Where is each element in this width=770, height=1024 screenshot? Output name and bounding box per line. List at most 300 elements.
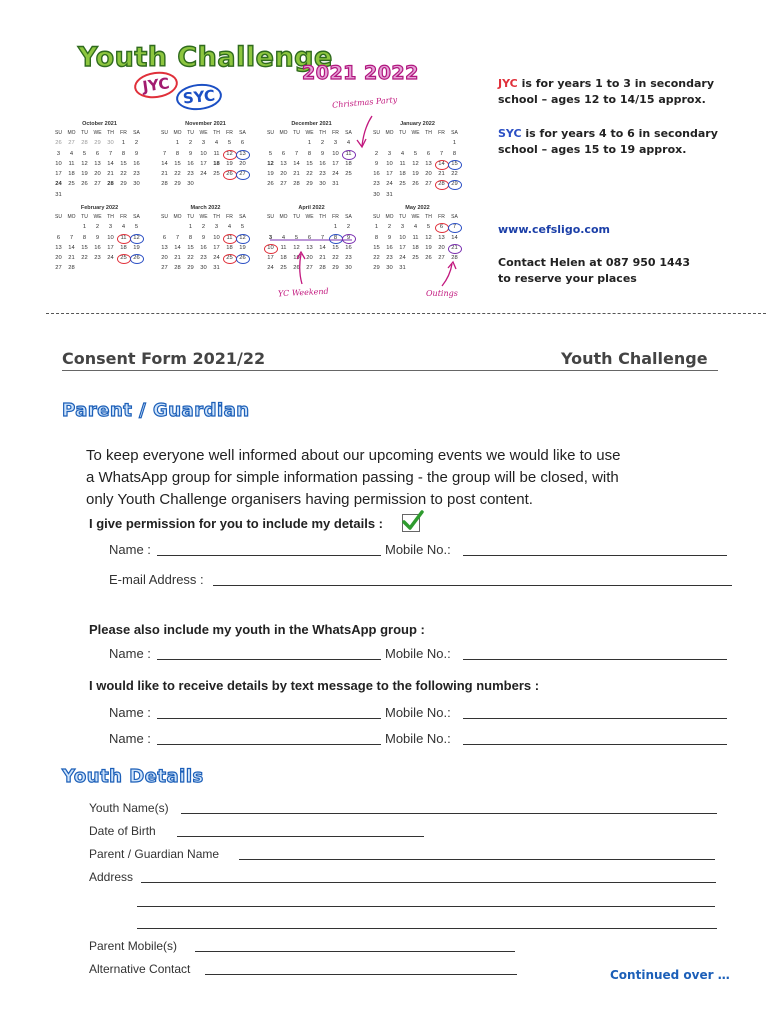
calendar-day: 13 [55, 244, 62, 251]
calendar-day: 10 [107, 234, 114, 241]
calendar-day: 11 [399, 160, 406, 167]
intro-line: a WhatsApp group for simple information passing - the group will be closed, with [86, 469, 619, 486]
calendar-day: 27 [55, 265, 62, 272]
calendar-day: 30 [187, 181, 194, 188]
calendar-day: 7 [320, 234, 325, 241]
calendar-day: 29 [332, 265, 339, 272]
calendar-day: 20 [94, 171, 101, 178]
calendar-day: 1 [188, 224, 193, 231]
calendar-day: 20 [55, 255, 62, 262]
calendar-day: 3 [268, 234, 273, 241]
calendar-day: 17 [267, 255, 274, 262]
form-title-right: Youth Challenge [561, 349, 708, 368]
calendar-day: 16 [319, 160, 326, 167]
calendar-day: 7 [448, 222, 461, 232]
month-title: November 2021 [185, 121, 226, 127]
intro-line: only Youth Challenge organisers having permission to post content. [86, 491, 533, 508]
calendar-day: 24 [399, 255, 406, 262]
calendar-day: 3 [333, 140, 338, 147]
weekday-header: WE [305, 130, 314, 136]
weekday-header: TH [319, 130, 326, 136]
calendar-day: 15 [332, 244, 339, 251]
weekday-header: SA [451, 130, 458, 136]
youth-mobile-field[interactable] [463, 659, 727, 660]
calendar-day: 1 [175, 140, 180, 147]
month-calendar [370, 204, 465, 274]
weekday-header: WE [93, 130, 102, 136]
calendar-day: 10 [264, 243, 277, 253]
yc-weekend-note: YC Weekend [277, 286, 329, 299]
calendar-day: 22 [81, 255, 88, 262]
weekday-header: WE [411, 130, 420, 136]
calendar-day: 25 [117, 253, 130, 263]
calendar-day: 11 [68, 160, 75, 167]
calendar-day: 25 [280, 265, 287, 272]
youth-details-heading: Youth Details [62, 766, 204, 787]
calendar-day: 26 [412, 181, 419, 188]
calendar-day [277, 222, 290, 232]
calendar-day [290, 138, 303, 148]
calendar-day: 10 [200, 150, 207, 157]
calendar-day: 28 [435, 179, 448, 189]
mobile-field[interactable] [463, 555, 727, 556]
checkmark-icon [400, 509, 424, 533]
calendar-day: 28 [319, 265, 326, 272]
calendar-day: 31 [399, 265, 406, 272]
calendar-day: 5 [227, 140, 232, 147]
calendar-day: 7 [108, 150, 113, 157]
mobile-label: Mobile No.: [385, 646, 451, 661]
text-name-mobile-row-1 [109, 705, 729, 723]
calendar-day: 21 [293, 171, 300, 178]
email-field[interactable] [213, 585, 732, 586]
weekday-header: FR [226, 214, 233, 220]
calendar-day: 10 [386, 160, 393, 167]
address-label: Address [89, 870, 134, 884]
calendar-day: 14 [319, 244, 326, 251]
calendar-day: 25 [223, 253, 236, 263]
youth-names-label: Youth Name(s) [89, 801, 169, 815]
calendar-day [290, 222, 303, 232]
logo-syc-badge: SYC [175, 82, 223, 113]
calendar-day: 5 [426, 224, 431, 231]
calendar-day: 3 [108, 224, 113, 231]
weekday-header: FR [120, 130, 127, 136]
calendar-day: 29 [94, 140, 101, 147]
calendar-day: 29 [187, 265, 194, 272]
calendar-day: 28 [107, 181, 114, 188]
calendar-day: 26 [236, 253, 249, 263]
calendar-day: 1 [374, 224, 379, 231]
text-name-field-2[interactable] [157, 744, 381, 745]
calendar-day: 7 [294, 150, 299, 157]
calendar-day [435, 138, 448, 148]
calendar-day: 27 [280, 181, 287, 188]
calendar-day: 11 [280, 244, 287, 251]
calendar-day [52, 222, 65, 232]
calendar-day: 18 [280, 255, 287, 262]
calendar-day: 23 [373, 181, 380, 188]
calendar-day: 30 [133, 181, 140, 188]
logo-years: 2021 2022 [302, 62, 419, 84]
calendar-day: 16 [94, 244, 101, 251]
month-title: December 2021 [291, 121, 332, 127]
weekday-header: SU [55, 214, 62, 220]
continued-over-note: Continued over … [610, 968, 730, 982]
calendar-day [383, 138, 396, 148]
calendar-day: 23 [94, 255, 101, 262]
calendar-day: 1 [82, 224, 87, 231]
calendar-day: 11 [342, 149, 355, 159]
calendar-day: 21 [319, 255, 326, 262]
outings-note: Outings [426, 289, 458, 298]
month-title: February 2022 [80, 205, 119, 211]
calendar-day: 28 [174, 265, 181, 272]
parent-mobile-field[interactable] [195, 951, 515, 952]
calendar-day: 31 [55, 191, 62, 198]
calendar-day: 16 [133, 160, 140, 167]
youth-name-mobile-row [109, 646, 729, 664]
calendar-day: 30 [107, 140, 114, 147]
calendar-day: 1 [452, 140, 457, 147]
weekday-header: MO [67, 214, 76, 220]
calendar-day: 26 [223, 169, 236, 179]
calendar-day: 12 [412, 160, 419, 167]
calendar-day: 17 [55, 171, 62, 178]
calendar-day: 30 [200, 265, 207, 272]
calendar-day [370, 138, 383, 148]
weekday-header: TU [187, 214, 194, 220]
calendar-day: 29 [448, 179, 461, 189]
calendar-day: 21 [174, 255, 181, 262]
weekday-header: SA [345, 130, 352, 136]
calendar-day: 24 [386, 181, 393, 188]
calendar-day: 3 [400, 224, 405, 231]
calendar-day: 22 [306, 171, 313, 178]
month-title: May 2022 [405, 205, 430, 211]
christmas-party-note: Christmas Party [331, 95, 398, 110]
syc-tag: SYC [498, 127, 522, 140]
mobile-label: Mobile No.: [385, 731, 451, 746]
name-label: Name : [109, 542, 151, 557]
calendar-day: 25 [213, 171, 220, 178]
parent-name-row [89, 847, 717, 863]
weekday-header: SA [239, 214, 246, 220]
calendar-day: 24 [107, 255, 114, 262]
calendar-day: 1 [307, 140, 312, 147]
calendar-day: 18 [213, 160, 220, 167]
calendar-day: 19 [133, 244, 140, 251]
email-row [109, 572, 734, 590]
alt-contact-field[interactable] [205, 974, 517, 975]
calendar-day: 27 [68, 140, 75, 147]
calendar-day: 19 [226, 160, 233, 167]
calendar-day: 7 [175, 234, 180, 241]
calendar-day: 14 [174, 244, 181, 251]
month-calendar [264, 120, 359, 190]
parent-guardian-name-label: Parent / Guardian Name [89, 847, 220, 861]
dob-field[interactable] [177, 836, 424, 837]
calendar-day: 19 [293, 255, 300, 262]
calendar-day: 6 [281, 150, 286, 157]
calendar-day: 16 [345, 244, 352, 251]
parent-name-mobile-row [109, 542, 729, 560]
calendar-day: 8 [82, 234, 87, 241]
weekday-header: TU [187, 130, 194, 136]
calendar-day [171, 222, 184, 232]
intro-line: To keep everyone well informed about our upcoming events we would like to use [86, 447, 621, 464]
calendar-day: 15 [373, 244, 380, 251]
month-calendar [264, 204, 359, 274]
text-mobile-field-1[interactable] [463, 718, 727, 719]
calendar-day: 13 [425, 160, 432, 167]
month-calendar [158, 120, 253, 190]
calendar-day: 4 [400, 150, 405, 157]
calendar-day: 8 [374, 234, 379, 241]
calendar-day: 18 [226, 244, 233, 251]
calendar-day [158, 138, 171, 148]
calendar-day: 12 [267, 160, 274, 167]
calendar-day: 14 [107, 160, 114, 167]
calendar-day [277, 138, 290, 148]
calendar-day: 29 [306, 181, 313, 188]
calendar-day: 25 [399, 181, 406, 188]
calendar-day: 25 [345, 171, 352, 178]
calendar-day: 14 [68, 244, 75, 251]
calendar-day: 9 [342, 233, 355, 243]
calendar-day [264, 222, 277, 232]
text-mobile-field-2[interactable] [463, 744, 727, 745]
intro-paragraph [86, 445, 686, 511]
month-title: October 2021 [82, 121, 117, 127]
calendar-day: 2 [134, 140, 139, 147]
calendar-day: 29 [174, 181, 181, 188]
month-calendar [158, 204, 253, 274]
calendar-day: 8 [452, 150, 457, 157]
text-message-label: I would like to receive details by text message to the following numbers : [89, 678, 540, 693]
calendar-day: 10 [55, 160, 62, 167]
month-calendar [52, 204, 147, 274]
email-label: E-mail Address : [109, 572, 204, 587]
calendar-day: 6 [162, 234, 167, 241]
calendar-day: 20 [306, 255, 313, 262]
title-rule [62, 370, 718, 371]
calendar-day [303, 222, 316, 232]
calendar-day: 8 [121, 150, 126, 157]
calendar-day: 27 [306, 265, 313, 272]
parent-guardian-name-field[interactable] [239, 859, 715, 860]
calendar-day: 8 [188, 234, 193, 241]
calendar-day: 28 [81, 140, 88, 147]
weekday-header: SU [373, 130, 380, 136]
calendar-day: 17 [399, 244, 406, 251]
weekday-header: SA [133, 130, 140, 136]
text-name-mobile-row-2 [109, 731, 729, 749]
weekday-header: SU [161, 214, 168, 220]
calendar-day: 15 [187, 244, 194, 251]
weekday-header: MO [173, 130, 182, 136]
calendar-day: 28 [451, 255, 458, 262]
calendar-day: 19 [425, 244, 432, 251]
calendar-day: 12 [236, 233, 249, 243]
calendar-day: 20 [425, 171, 432, 178]
calendar-day: 5 [268, 150, 273, 157]
weekday-header: SA [451, 214, 458, 220]
weekday-header: SU [267, 130, 274, 136]
calendar-day: 13 [161, 244, 168, 251]
form-title: Consent Form 2021/22 [62, 349, 266, 368]
calendar-day: 15 [81, 244, 88, 251]
calendar-day: 11 [412, 234, 419, 241]
youth-names-field[interactable] [181, 813, 717, 814]
calendar-day: 13 [94, 160, 101, 167]
calendar-day: 30 [373, 191, 380, 198]
calendar-day: 5 [134, 224, 139, 231]
calendar-day: 20 [280, 171, 287, 178]
calendar-day: 9 [387, 234, 392, 241]
calendar-day: 24 [200, 171, 207, 178]
youth-name-field[interactable] [157, 659, 381, 660]
calendar-day: 5 [82, 150, 87, 157]
calendar-day: 12 [81, 160, 88, 167]
calendar-day: 1 [333, 224, 338, 231]
month-title: January 2022 [400, 121, 435, 127]
calendar-day: 21 [438, 171, 445, 178]
month-calendar [370, 120, 465, 200]
calendar-day: 7 [69, 234, 74, 241]
calendar-day: 17 [200, 160, 207, 167]
calendar-day: 12 [223, 149, 236, 159]
calendar-day: 31 [386, 191, 393, 198]
address-field-2[interactable] [137, 906, 715, 907]
syc-line1: is for years 4 to 6 in secondary [521, 127, 718, 140]
calendar-day: 26 [55, 140, 62, 147]
dob-label: Date of Birth [89, 824, 156, 838]
weekday-header: WE [93, 214, 102, 220]
weekday-header: MO [385, 130, 394, 136]
calendar-day: 6 [240, 140, 245, 147]
calendar-day: 27 [236, 169, 249, 179]
calendar-day: 4 [413, 224, 418, 231]
name-label: Name : [109, 705, 151, 720]
name-field[interactable] [157, 555, 381, 556]
calendar-day: 15 [448, 159, 461, 169]
jyc-line2: school – ages 12 to 14/15 approx. [498, 93, 706, 106]
calendar-day: 24 [213, 255, 220, 262]
calendar-day: 11 [117, 233, 130, 243]
calendar-day: 17 [386, 171, 393, 178]
calendar-day: 8 [175, 150, 180, 157]
weekday-header: FR [438, 130, 445, 136]
calendar-day: 28 [293, 181, 300, 188]
weekday-header: SA [239, 130, 246, 136]
weekday-header: WE [411, 214, 420, 220]
weekday-header: TH [425, 214, 432, 220]
address-field-3[interactable] [137, 928, 717, 929]
calendar-day: 19 [412, 171, 419, 178]
calendar-day: 26 [293, 265, 300, 272]
syc-info [498, 126, 718, 158]
calendar-day: 16 [200, 244, 207, 251]
jyc-tag: JYC [498, 77, 518, 90]
calendar-day: 11 [213, 150, 220, 157]
address-field-1[interactable] [141, 882, 716, 883]
calendar-day: 18 [68, 171, 75, 178]
weekday-header: TH [319, 214, 326, 220]
weekday-header: TU [293, 214, 300, 220]
weekday-header: SU [267, 214, 274, 220]
calendar-day: 4 [121, 224, 126, 231]
calendar-day: 30 [345, 265, 352, 272]
calendar-day [65, 222, 78, 232]
calendar-day: 6 [307, 234, 312, 241]
weekday-header: SU [373, 214, 380, 220]
weekday-header: TH [213, 130, 220, 136]
calendar-day: 2 [346, 224, 351, 231]
calendar-day: 31 [213, 265, 220, 272]
weekday-header: SU [161, 130, 168, 136]
permission-label: I give permission for you to include my details : [89, 516, 384, 531]
alt-contact-label: Alternative Contact [89, 962, 191, 976]
calendar-day: 20 [438, 244, 445, 251]
calendar-day: 27 [161, 265, 168, 272]
website-link[interactable]: www.cefsligo.com [498, 223, 610, 236]
calendar-day [409, 138, 422, 148]
calendar-day: 11 [223, 233, 236, 243]
calendar-day [396, 138, 409, 148]
weekday-header: FR [332, 214, 339, 220]
text-name-field-1[interactable] [157, 718, 381, 719]
logo-jyc-badge: JYC [132, 69, 179, 101]
calendar-day: 4 [346, 140, 351, 147]
calendar-day: 10 [399, 234, 406, 241]
calendar-day: 3 [201, 140, 206, 147]
calendar-day: 26 [425, 255, 432, 262]
calendar-day: 14 [161, 160, 168, 167]
parent-mobile-label: Parent Mobile(s) [89, 939, 178, 953]
calendar-day: 6 [426, 150, 431, 157]
calendar-day [316, 222, 329, 232]
calendar-day: 9 [134, 150, 139, 157]
calendar-day: 22 [187, 255, 194, 262]
calendar-day: 8 [307, 150, 312, 157]
calendar-day [422, 138, 435, 148]
dob-row [89, 824, 429, 840]
weekday-header: FR [226, 130, 233, 136]
month-title: March 2022 [190, 205, 221, 211]
calendar-day: 12 [425, 234, 432, 241]
calendar-day: 18 [412, 244, 419, 251]
calendar-day: 31 [332, 181, 339, 188]
calendar-day: 22 [120, 171, 127, 178]
calendar-day: 15 [306, 160, 313, 167]
mobile-label: Mobile No.: [385, 705, 451, 720]
weekday-header: FR [120, 214, 127, 220]
calendar-day: 2 [320, 140, 325, 147]
calendar-day: 16 [373, 171, 380, 178]
calendar-day: 7 [439, 150, 444, 157]
weekday-header: SA [345, 214, 352, 220]
calendar-day: 15 [174, 160, 181, 167]
calendar-day: 22 [174, 171, 181, 178]
weekday-header: SU [55, 130, 62, 136]
calendar-day: 3 [56, 150, 61, 157]
weekday-header: MO [279, 130, 288, 136]
calendar-day: 4 [281, 234, 286, 241]
calendar-day: 7 [162, 150, 167, 157]
calendar-day: 6 [435, 222, 448, 232]
weekday-header: WE [199, 130, 208, 136]
